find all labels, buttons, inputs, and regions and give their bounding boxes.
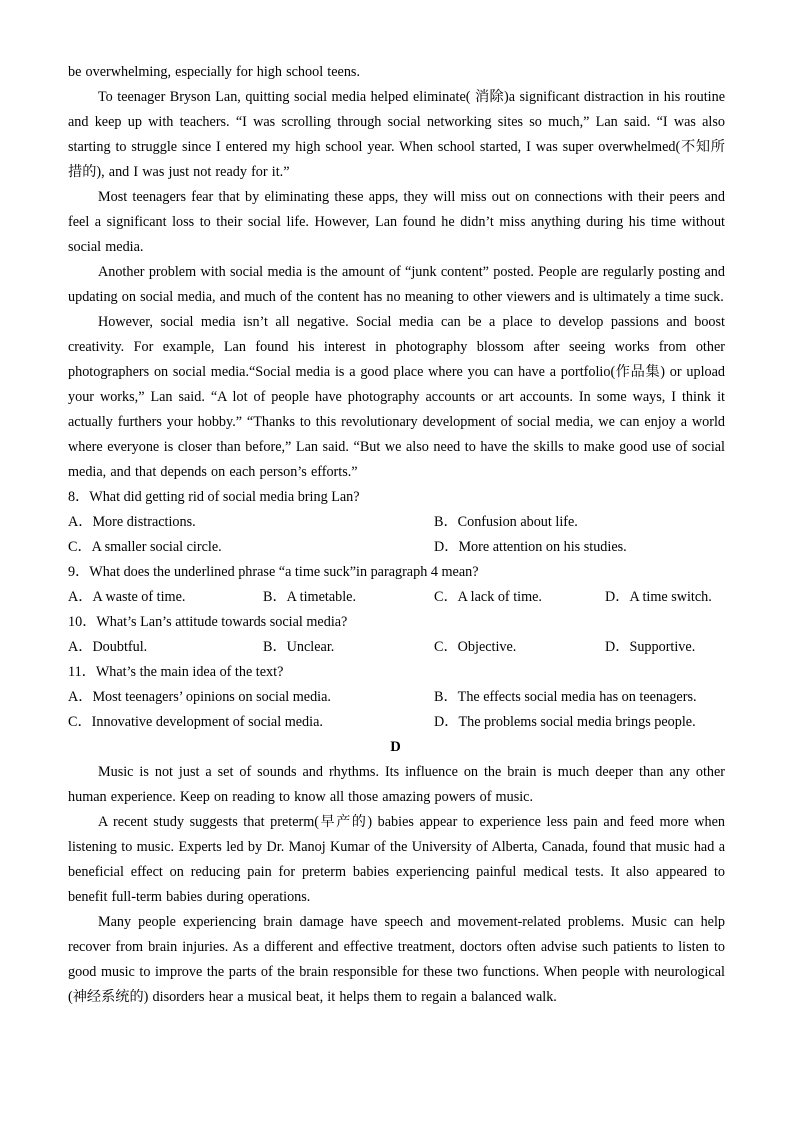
option-label: A．	[68, 689, 93, 705]
question-8-text: What did getting rid of social media bring Lan?	[89, 489, 360, 505]
option-text: A timetable.	[286, 589, 356, 605]
section-d-paragraph: Music is not just a set of sounds and rhythms. Its influence on the brain is much deeper than any other human experience. Keep on reading to know all those amazing powers of music.	[68, 764, 725, 805]
option-label: A．	[68, 514, 93, 530]
question-9-number: 9．	[68, 564, 90, 580]
question-9-options-row	[68, 585, 725, 610]
question-8-option-d[interactable]	[434, 535, 627, 560]
option-label: B．	[263, 639, 287, 655]
question-11-number: 11．	[68, 664, 96, 680]
passage-paragraph: However, social media isn’t all negative. Social media can be a place to develop passions and boost creativity. For example, Lan found his interest in photography blossom after seeing works from other photographers on social media.“Social media is a good place where you can have a portfolio(作品集) or upload your works,” Lan said. “A lot of people have photography accounts or art accounts. In some ways, I think it actually furthers your hobby.” “Thanks to this revolutionary development of social media, we can enjoy a world where everyone is closer than before,” Lan said. “But we also need to have the skills to make good use of social media, and that depends on each person’s efforts.”	[68, 314, 725, 480]
question-10-options-row	[68, 635, 725, 660]
question-8-option-c[interactable]	[68, 535, 222, 560]
option-text: More distractions.	[92, 514, 196, 530]
question-11-text: What’s the main idea of the text?	[95, 664, 284, 680]
section-d-heading: D	[390, 739, 401, 755]
question-9-option-b[interactable]	[263, 585, 356, 610]
question-9-text: What does the underlined phrase “a time suck”in paragraph 4 mean?	[89, 564, 479, 580]
question-8-options-row-2	[68, 535, 725, 560]
option-text: Most teenagers’ opinions on social media.	[92, 689, 331, 705]
question-8-stem	[68, 485, 725, 510]
option-label: C．	[434, 639, 458, 655]
passage-paragraph: To teenager Bryson Lan, quitting social media helped eliminate( 消除)a significant distraction in his routine and keep up with teachers. “I was scrolling through social networking sites so much,” Lan said. “I was also starting to struggle since I entered my high school year. When school started, I was super overwhelmed(不知所措的), and I was just not ready for it.”	[68, 89, 725, 180]
question-10-number: 10．	[68, 614, 97, 630]
option-label: C．	[68, 539, 92, 555]
option-label: B．	[434, 689, 458, 705]
question-8-options-row-1	[68, 510, 725, 535]
option-label: A．	[68, 589, 93, 605]
question-11-option-d[interactable]	[434, 710, 696, 735]
question-11-options-row-1	[68, 685, 725, 710]
option-text: A smaller social circle.	[91, 539, 222, 555]
option-label: C．	[434, 589, 458, 605]
option-text: Innovative development of social media.	[91, 714, 323, 730]
question-11-option-a[interactable]	[68, 685, 331, 710]
option-text: A lack of time.	[457, 589, 542, 605]
question-11-option-c[interactable]	[68, 710, 323, 735]
question-10-option-b[interactable]	[263, 635, 334, 660]
option-text: A waste of time.	[92, 589, 186, 605]
option-text: The effects social media has on teenagers.	[457, 689, 697, 705]
option-text: A time switch.	[629, 589, 712, 605]
question-11-stem	[68, 660, 725, 685]
passage-paragraph-continuation: be overwhelming, especially for high school teens.	[68, 64, 360, 80]
option-label: C．	[68, 714, 92, 730]
question-10-option-c[interactable]	[434, 635, 516, 660]
option-label: A．	[68, 639, 93, 655]
section-d-paragraph: A recent study suggests that preterm(早产的) babies appear to experience less pain and feed more when listening to music. Experts led by Dr. Manoj Kumar of the University of Alberta, Canada, found that music had a beneficial effect on reducing pain for preterm babies experiencing painful medical tests. It also appeared to benefit full-term babies during operations.	[68, 814, 725, 905]
option-text: Doubtful.	[92, 639, 148, 655]
question-9-option-c[interactable]	[434, 585, 542, 610]
section-d-paragraph: Many people experiencing brain damage have speech and movement-related problems. Music can help recover from brain injuries. As a different and effective treatment, doctors often advise such patients to listen to good music to improve the parts of the brain responsible for these two functions. When people with neurological (神经系统的) disorders hear a musical beat, it helps them to regain a balanced walk.	[68, 914, 725, 1005]
option-text: Objective.	[457, 639, 517, 655]
passage-paragraph: Most teenagers fear that by eliminating these apps, they will miss out on connections with their peers and feel a significant loss to their social life. However, Lan found he didn’t miss anything during his time without social media.	[68, 189, 725, 255]
option-label: B．	[263, 589, 287, 605]
question-10-option-d[interactable]	[605, 635, 695, 660]
option-label: D．	[434, 714, 459, 730]
option-text: Supportive.	[629, 639, 696, 655]
option-label: D．	[605, 639, 630, 655]
passage-paragraph: Another problem with social media is the amount of “junk content” posted. People are regularly posting and updating on social media, and much of the content has no meaning to other viewers and is ultimately a time suck.	[68, 264, 725, 305]
question-9-stem	[68, 560, 725, 585]
question-8-option-b[interactable]	[434, 510, 578, 535]
option-label: D．	[605, 589, 630, 605]
option-text: More attention on his studies.	[458, 539, 627, 555]
option-label: D．	[434, 539, 459, 555]
question-10-text: What’s Lan’s attitude towards social media?	[96, 614, 348, 630]
option-text: The problems social media brings people.	[458, 714, 696, 730]
option-text: Unclear.	[286, 639, 335, 655]
question-8-option-a[interactable]	[68, 510, 196, 535]
question-8-number: 8．	[68, 489, 90, 505]
question-10-stem	[68, 610, 725, 635]
question-11-options-row-2	[68, 710, 725, 735]
question-9-option-a[interactable]	[68, 585, 185, 610]
option-text: Confusion about life.	[457, 514, 578, 530]
question-10-option-a[interactable]	[68, 635, 147, 660]
question-11-option-b[interactable]	[434, 685, 697, 710]
option-label: B．	[434, 514, 458, 530]
question-9-option-d[interactable]	[605, 585, 712, 610]
